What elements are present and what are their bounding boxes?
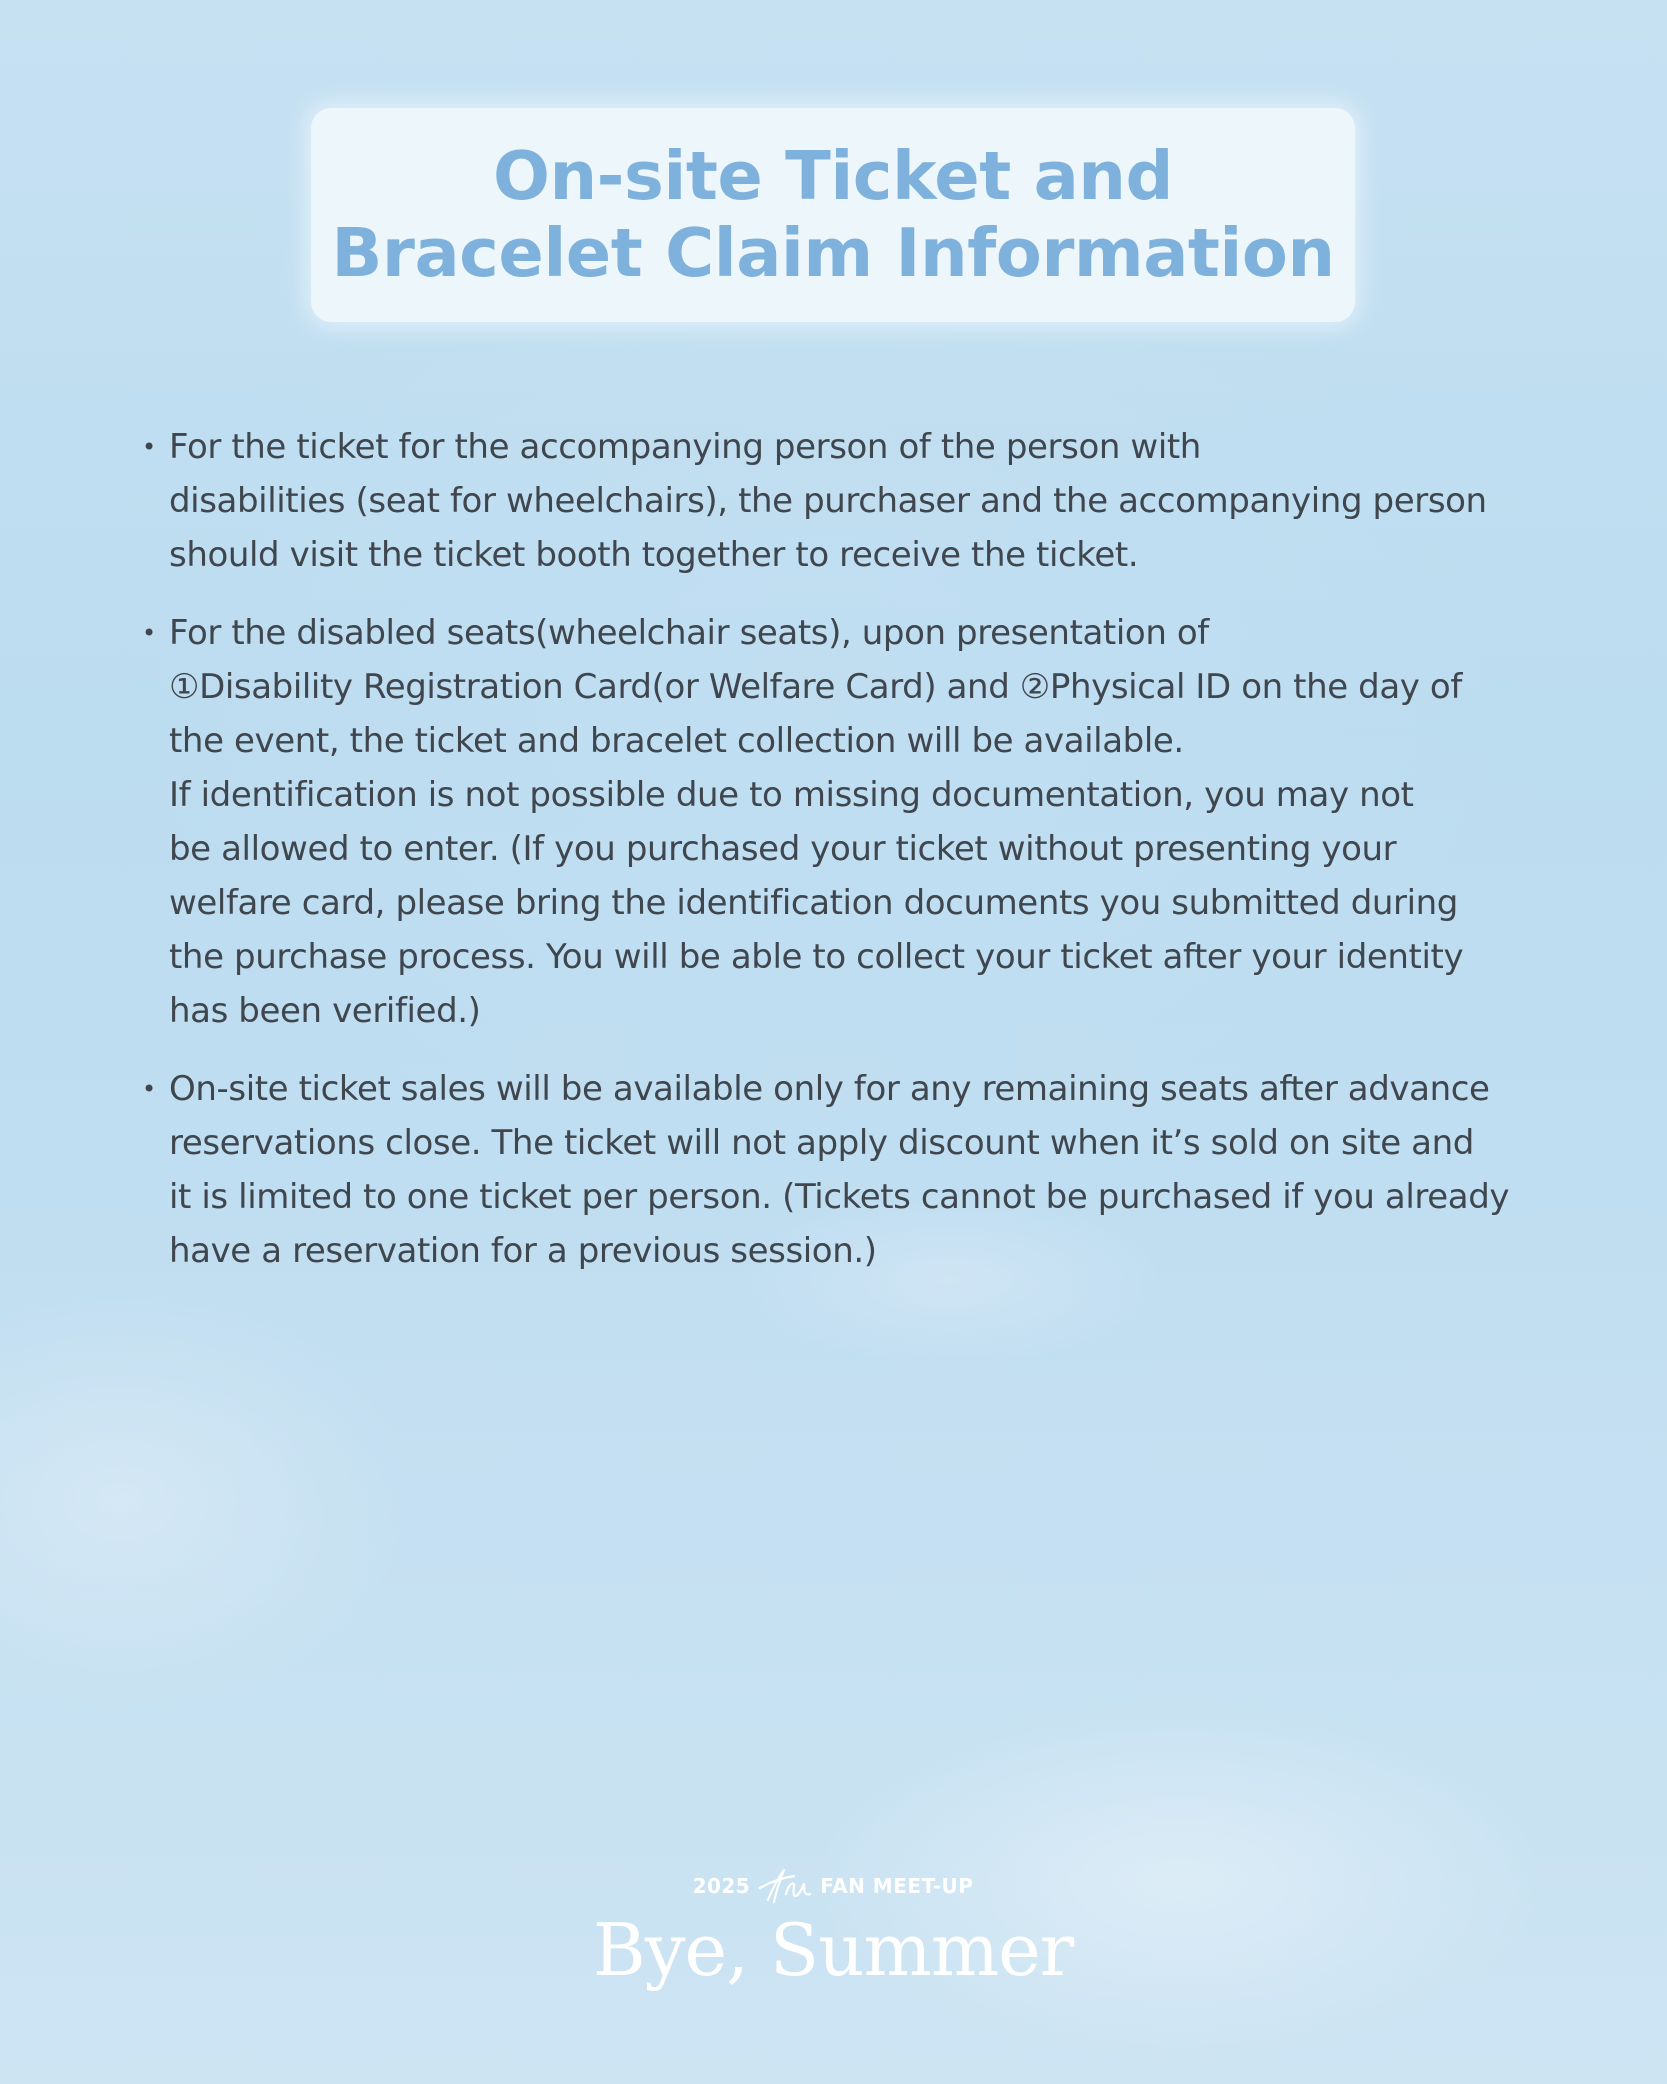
list-item-line: disabilities (seat for wheelchairs), the purchaser and the accompanying person (169, 481, 1487, 521)
list-item-line: have a reservation for a previous session.) (169, 1231, 877, 1271)
bullet-icon: • (142, 433, 156, 461)
list-item-line: For the ticket for the accompanying person of the person with (169, 427, 1201, 467)
event-year: 2025 (692, 1874, 751, 1898)
list-item-line: For the disabled seats(wheelchair seats), upon presentation of (169, 613, 1209, 653)
list-item-line: welfare card, please bring the identification documents you submitted during (169, 883, 1458, 923)
list-item (140, 606, 1540, 1038)
page-title-line-2: Bracelet Claim Information (331, 214, 1335, 292)
list-item-line: be allowed to enter. (If you purchased your ticket without presenting your (169, 829, 1397, 869)
list-item-line: If identification is not possible due to missing documentation, you may not (169, 775, 1414, 815)
page-title-line-1: On-site Ticket and (493, 137, 1173, 215)
list-item-line: has been verified.) (169, 991, 481, 1031)
bullet-icon: • (142, 1075, 156, 1103)
list-item-line: the event, the ticket and bracelet collection will be available. (169, 721, 1184, 761)
event-logo (533, 1860, 1133, 2030)
event-title: Bye, Summer (592, 1908, 1074, 1992)
list-item (140, 1062, 1540, 1278)
list-item-line: reservations close. The ticket will not apply discount when it’s sold on site and (169, 1123, 1474, 1163)
iu-signature-icon (754, 1864, 816, 1908)
event-label: FAN MEET-UP (820, 1874, 974, 1898)
information-list (140, 420, 1540, 1302)
list-item-line: On-site ticket sales will be available only for any remaining seats after advance (169, 1069, 1490, 1109)
list-item (140, 420, 1540, 582)
bullet-icon: • (142, 619, 156, 647)
list-item-line: should visit the ticket booth together to receive the ticket. (169, 535, 1139, 575)
list-item-line: it is limited to one ticket per person. (Tickets cannot be purchased if you already (169, 1177, 1510, 1217)
event-subtitle (533, 1860, 1133, 1912)
list-item-line: ①Disability Registration Card(or Welfare Card) and ②Physical ID on the day of (169, 667, 1462, 707)
title-box (311, 108, 1355, 322)
list-item-line: the purchase process. You will be able to collect your ticket after your identity (169, 937, 1464, 977)
page-title (331, 138, 1334, 292)
